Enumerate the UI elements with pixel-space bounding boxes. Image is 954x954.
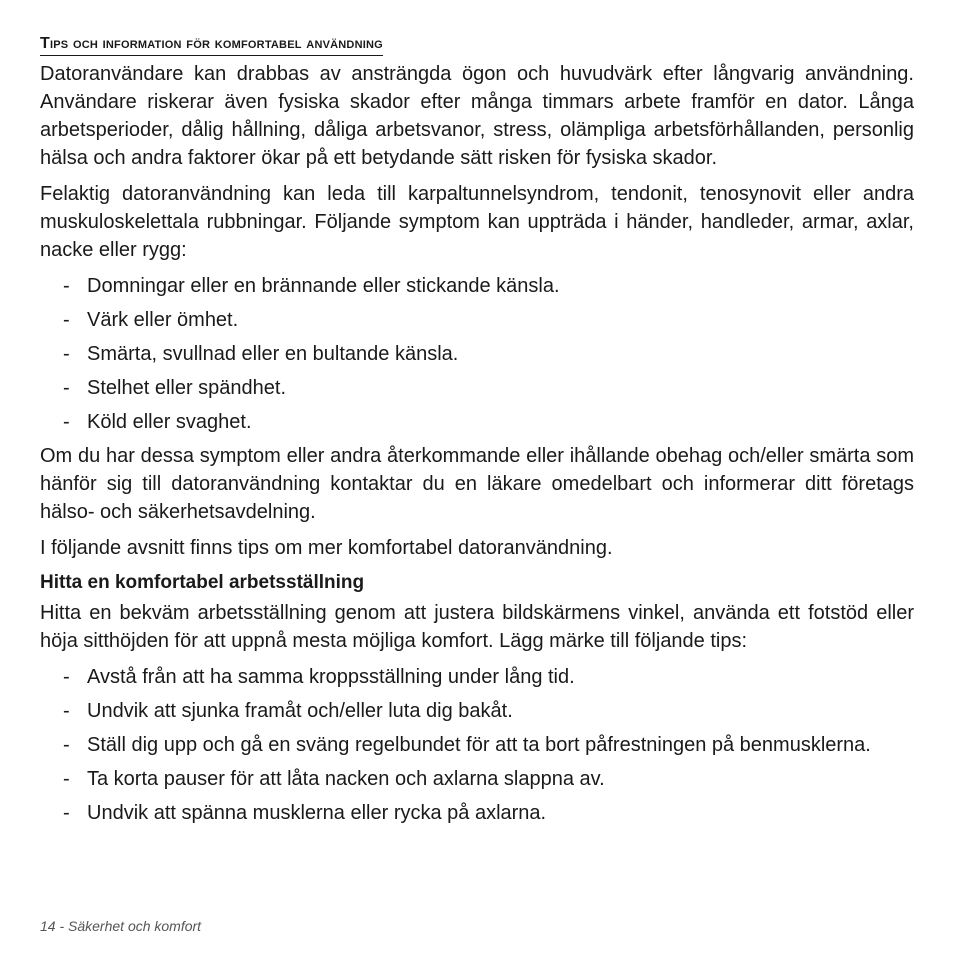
list-item [40, 697, 914, 725]
list-item [40, 663, 914, 691]
list-item-text: Värk eller ömhet. [87, 309, 239, 331]
symptoms-intro-paragraph: Felaktig datoranvändning kan leda till karpaltunnelsyndrom, tendonit, tenosynovit eller andra muskuloskelettala rubbningar. Följande symptom kan uppträda i händer, handleder, armar, axlar, nacke eller rygg: [40, 183, 914, 261]
dash-bullet: - [63, 768, 70, 790]
list-item-text: Avstå från att ha samma kroppsställning under lång tid. [87, 666, 575, 688]
list-item [40, 340, 914, 368]
list-item [40, 374, 914, 402]
dash-bullet: - [63, 343, 70, 365]
list-item [40, 799, 914, 827]
list-item [40, 731, 914, 759]
list-item [40, 306, 914, 334]
list-item-text: Stelhet eller spändhet. [87, 377, 287, 399]
list-item-text: Undvik att spänna musklerna eller rycka på axlarna. [87, 802, 547, 824]
page-footer: 14 - Säkerhet och komfort [40, 918, 202, 934]
list-item-text: Undvik att sjunka framåt och/eller luta dig bakåt. [87, 700, 513, 722]
dash-bullet: - [63, 666, 70, 688]
dash-bullet: - [63, 377, 70, 399]
dash-bullet: - [63, 275, 70, 297]
advice-paragraph: Om du har dessa symptom eller andra återkommande eller ihållande obehag och/eller smärta som hänför sig till datoranvändning kontaktar du en läkare omedelbart och informerar ditt företags hälso- och säkerhetsavdelning. [40, 445, 914, 523]
dash-bullet: - [63, 411, 70, 433]
list-item-text: Ställ dig upp och gå en sväng regelbundet för att ta bort påfrestningen på benmusklerna. [87, 734, 871, 756]
list-item-text: Smärta, svullnad eller en bultande känsla. [87, 343, 459, 365]
posture-tips-list [40, 663, 914, 827]
list-item-text: Ta korta pauser för att låta nacken och axlarna slappna av. [87, 768, 605, 790]
dash-bullet: - [63, 309, 70, 331]
list-item-text: Domningar eller en brännande eller stickande känsla. [87, 275, 560, 297]
subheading: Hitta en komfortabel arbetsställning [40, 572, 365, 593]
document-page [40, 34, 914, 833]
section-title: Tips och information för komfortabel användning [40, 34, 383, 56]
list-item [40, 765, 914, 793]
symptoms-list [40, 272, 914, 436]
intro-paragraph: Datoranvändare kan drabbas av ansträngda ögon och huvudvärk efter långvarig användning. Användare riskerar även fysiska skador efter många timmars arbete framför en dator. Långa arbetsperioder, dålig hållning, dåliga arbetsvanor, stress, olämpliga arbetsförhållanden, personlig hälsa och andra faktorer ökar på ett betydande sätt risken för fysiska skador. [40, 63, 914, 169]
dash-bullet: - [63, 700, 70, 722]
posture-intro-paragraph: Hitta en bekväm arbetsställning genom att justera bildskärmens vinkel, använda ett fotstöd eller höja sitthöjden för att uppnå mesta möjliga komfort. Lägg märke till följande tips: [40, 602, 914, 652]
tips-lead-paragraph: I följande avsnitt finns tips om mer komfortabel datoranvändning. [40, 537, 613, 559]
dash-bullet: - [63, 802, 70, 824]
list-item [40, 272, 914, 300]
list-item [40, 408, 914, 436]
dash-bullet: - [63, 734, 70, 756]
list-item-text: Köld eller svaghet. [87, 411, 252, 433]
